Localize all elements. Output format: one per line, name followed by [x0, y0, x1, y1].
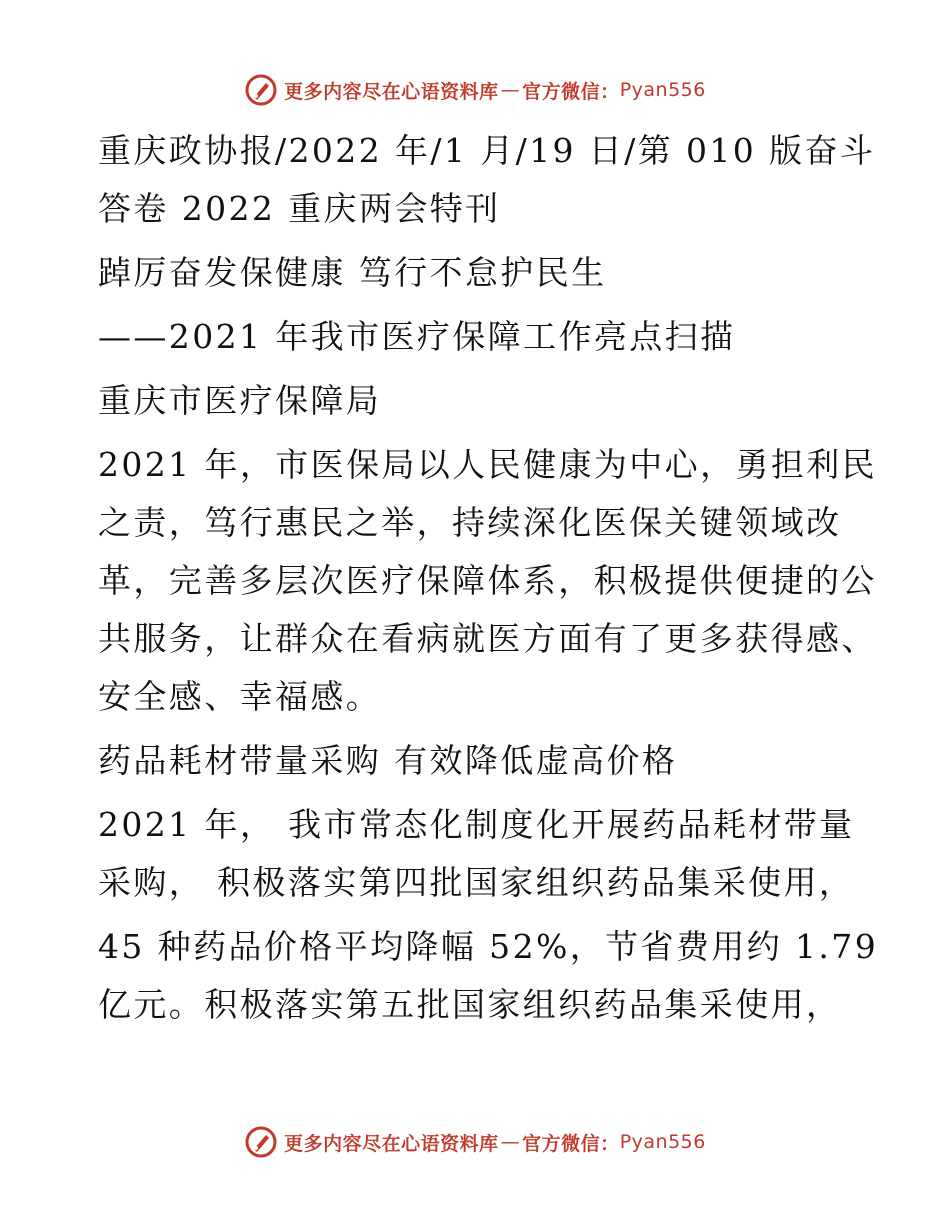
intro-paragraph	[98, 436, 878, 726]
article-subtitle: ——2021 年我市医疗保障工作亮点扫描	[98, 317, 736, 356]
header-line-1: 重庆政协报/2022 年/1 月/19 日/第 010 版奋斗	[98, 131, 876, 170]
section-heading: 药品耗材带量采购 有效降低虚高价格	[98, 741, 678, 780]
article-author: 重庆市医疗保障局	[98, 381, 382, 420]
watermark-text: 更多内容尽在心语资料库	[284, 80, 499, 103]
intro-line: 之责，笃行惠民之举，持续深化医保关键领域改	[98, 503, 842, 542]
header-line-2: 答卷 2022 重庆两会特刊	[98, 189, 501, 228]
document-body	[98, 122, 879, 1034]
section-line: 采购， 积极落实第四批国家组织药品集采使用，	[98, 863, 855, 902]
watermark-separator: —	[500, 1131, 521, 1153]
pen-nib-logo-icon	[244, 1125, 278, 1159]
section-paragraph	[98, 796, 854, 912]
intro-line: 共服务，让群众在看病就医方面有了更多获得感、	[98, 619, 877, 658]
watermark-official-label: 官方微信：	[522, 1132, 620, 1155]
section-line: 45 种药品价格平均降幅 52%，节省费用约 1.79	[98, 927, 879, 966]
top-watermark	[0, 70, 950, 110]
section-paragraph-2	[98, 918, 879, 1034]
pen-nib-logo-icon	[244, 73, 278, 107]
section-line: 2021 年， 我市常态化制度化开展药品耗材带量	[98, 805, 855, 844]
intro-line: 安全感、幸福感。	[98, 677, 382, 716]
intro-line: 革，完善多层次医疗保障体系，积极提供便捷的公	[98, 561, 877, 600]
watermark-official-label: 官方微信：	[522, 80, 620, 103]
bottom-watermark	[0, 1122, 950, 1162]
watermark-text: 更多内容尽在心语资料库	[284, 1132, 499, 1155]
watermark-handle: Pyan556	[619, 79, 706, 101]
intro-line: 2021 年，市医保局以人民健康为中心，勇担利民	[98, 445, 878, 484]
section-line: 亿元。积极落实第五批国家组织药品集采使用，	[98, 985, 842, 1024]
article-title: 踔厉奋发保健康 笃行不怠护民生	[98, 253, 607, 292]
watermark-handle: Pyan556	[619, 1131, 706, 1153]
watermark-separator: —	[500, 79, 521, 101]
